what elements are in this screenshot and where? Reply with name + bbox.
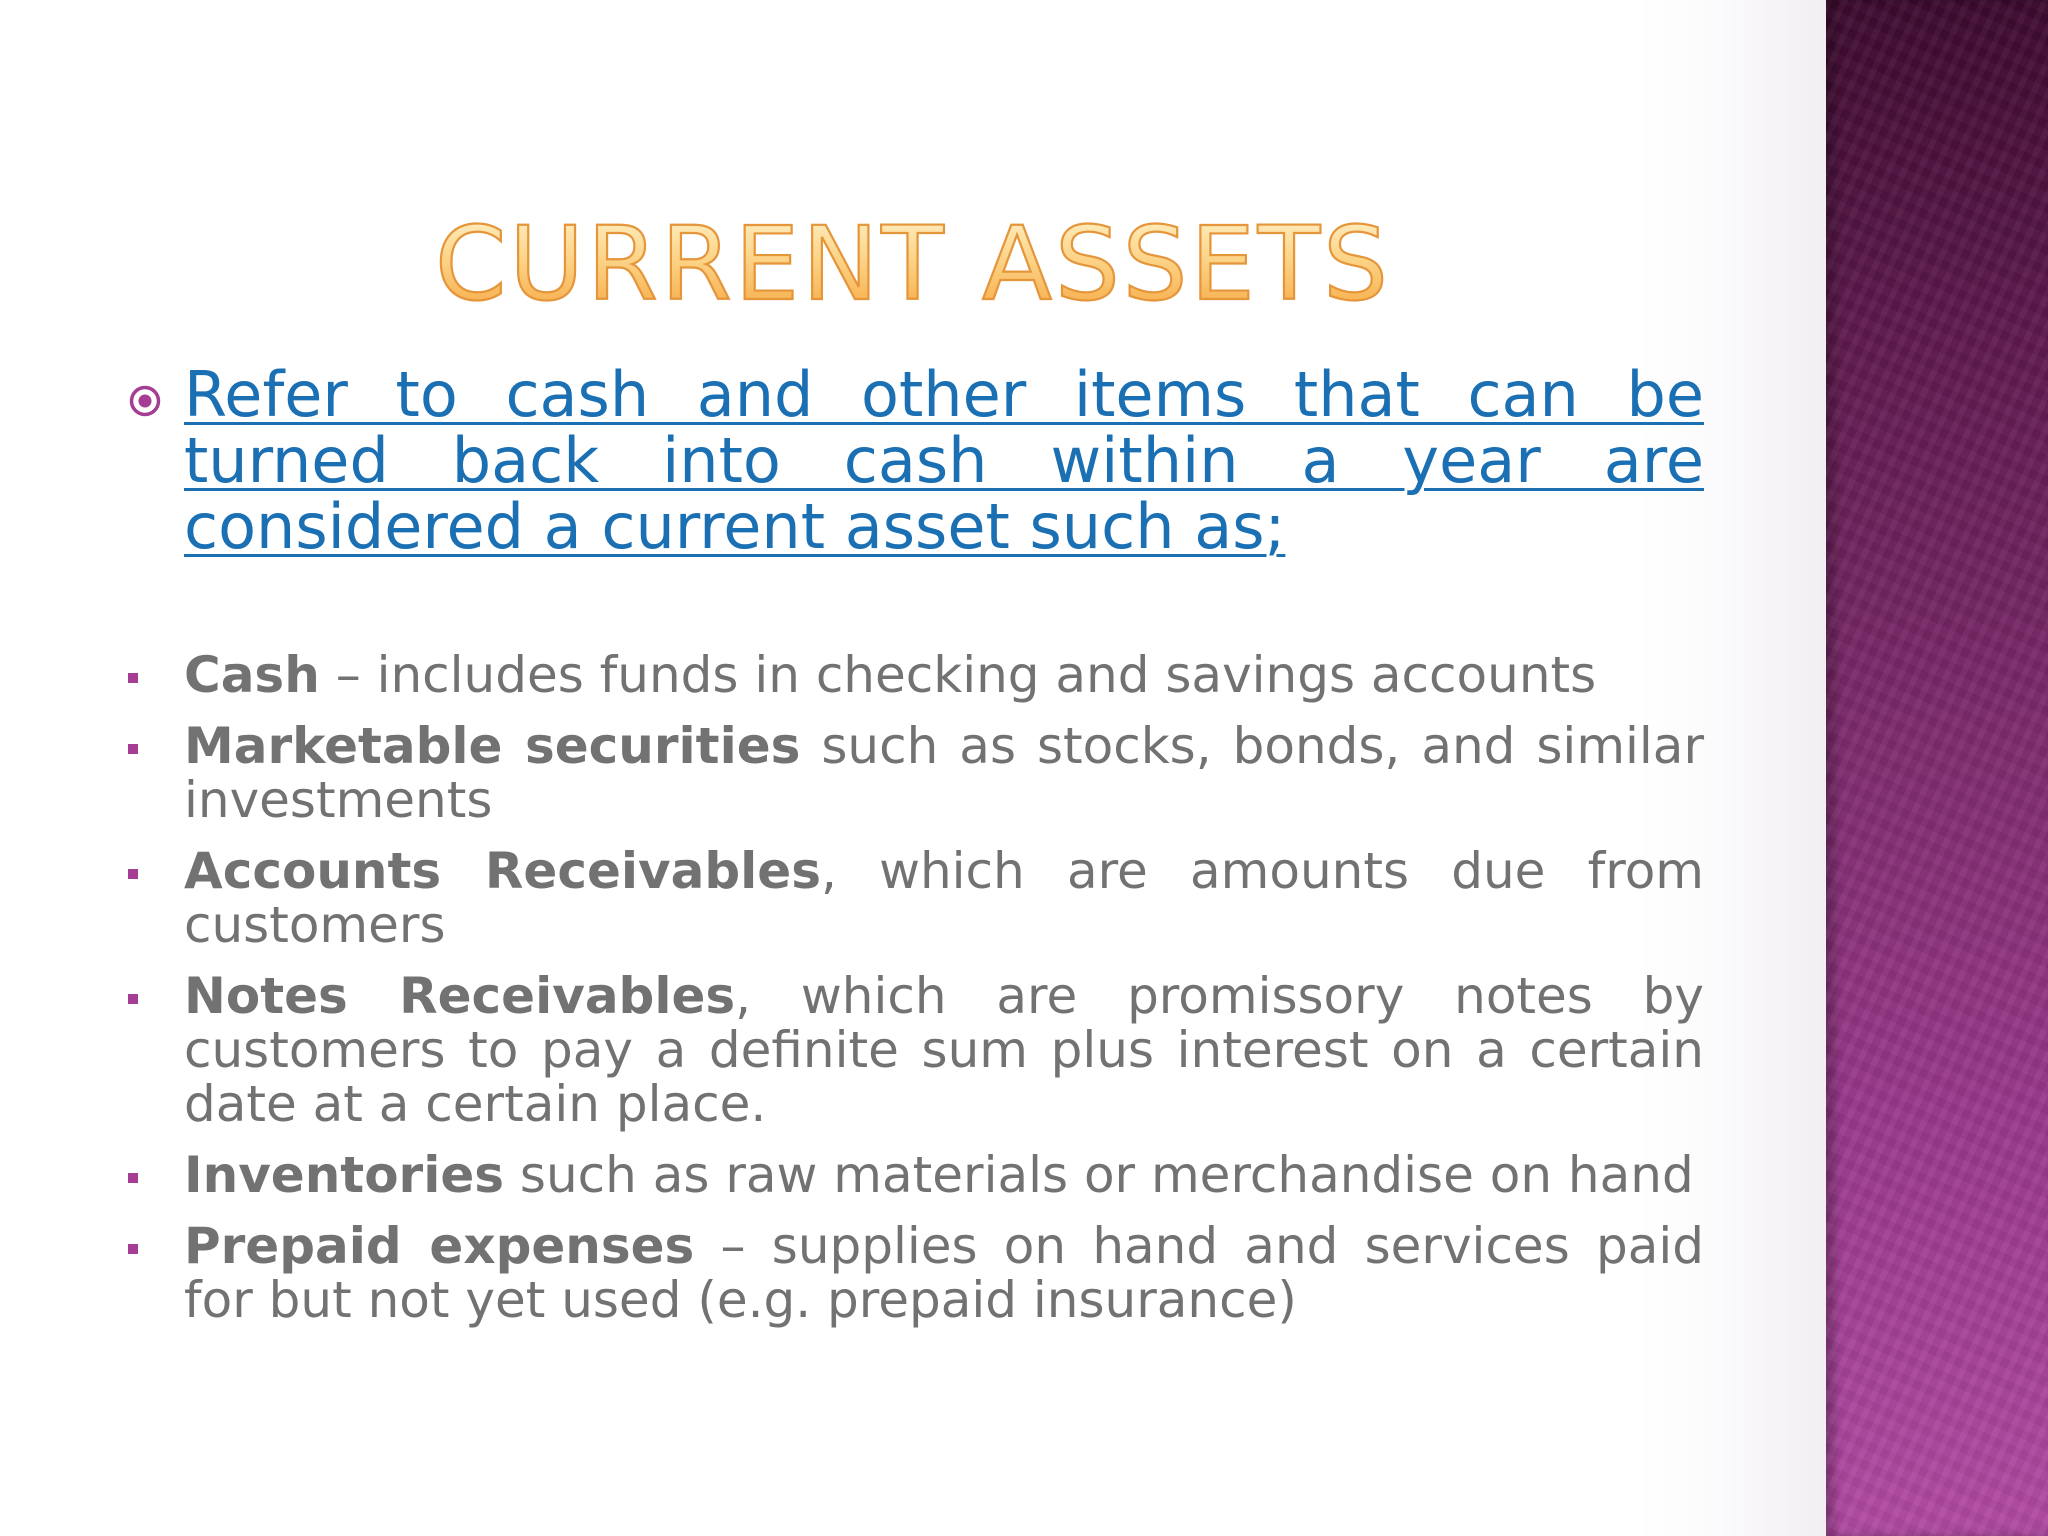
slide-title-text: CURRENT ASSETS <box>435 205 1391 315</box>
list-item-cash <box>128 648 1704 702</box>
slide-title <box>0 205 1826 315</box>
slide-title-graphic <box>0 205 1826 315</box>
circled-dot-icon <box>128 384 162 418</box>
list-item-text: , which are amounts due from customers <box>184 842 1704 954</box>
list-item-text: such as raw materials or merchandise on hand <box>504 1146 1694 1204</box>
list-item-prepaid-expenses <box>128 1219 1704 1327</box>
list-item-notes-receivables <box>128 969 1704 1131</box>
list-item-marketable-securities <box>128 719 1704 827</box>
intro-link-text[interactable]: Refer to cash and other items that can be turned back into cash within a year are considered a current asset such as; <box>184 358 1704 563</box>
square-bullet-icon <box>128 673 138 683</box>
list-item-term: Notes Receivables <box>184 967 736 1025</box>
square-bullet-icon <box>128 1244 138 1254</box>
list-item-term: Cash <box>184 646 320 704</box>
list-item-text: – includes funds in checking and savings accounts <box>319 646 1597 704</box>
list-item-term: Accounts Receivables <box>184 842 821 900</box>
list-item-term: Inventories <box>184 1146 505 1204</box>
list-item-text: , which are promissory notes by customers to pay a definite sum plus interest on a certain date at a certain place. <box>184 967 1704 1133</box>
list-item-text: – supplies on hand and services paid for but not yet used (e.g. prepaid insurance) <box>184 1217 1704 1329</box>
square-bullet-icon <box>128 994 138 1004</box>
list-item-accounts-receivables <box>128 844 1704 952</box>
square-bullet-icon <box>128 869 138 879</box>
list-item-text: such as stocks, bonds, and similar investments <box>184 717 1705 829</box>
square-bullet-icon <box>128 744 138 754</box>
list-item-term: Marketable securities <box>184 717 801 775</box>
list-item-inventories <box>128 1148 1704 1202</box>
square-bullet-icon <box>128 1173 138 1183</box>
decorative-side-band <box>1826 0 2048 1536</box>
current-assets-list <box>128 648 1704 1344</box>
list-item-term: Prepaid expenses <box>184 1217 695 1275</box>
intro-paragraph <box>128 358 1704 563</box>
